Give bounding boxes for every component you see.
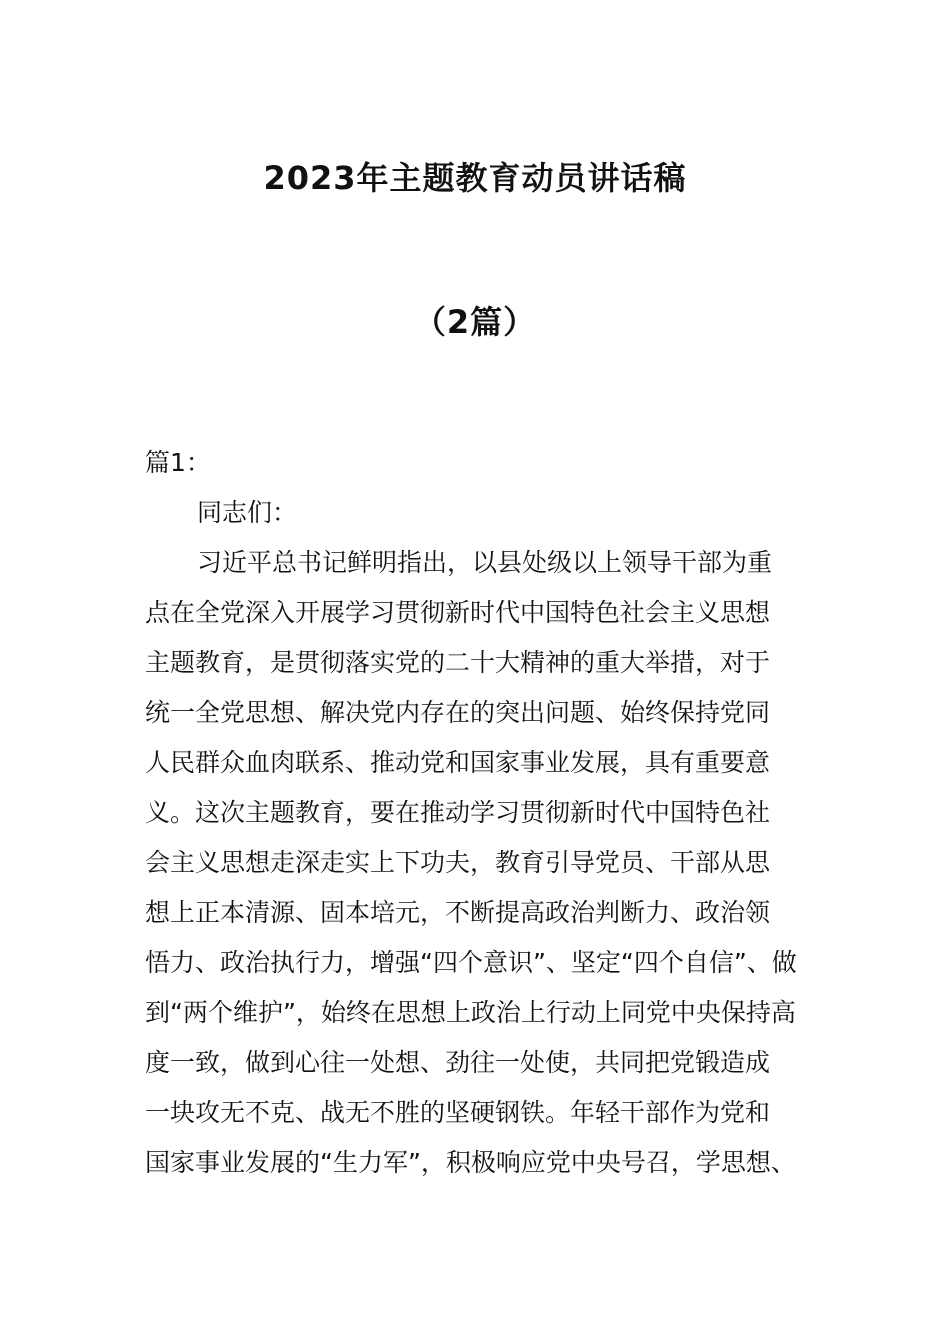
paragraph-line: 人民群众血肉联系、推动党和国家事业发展，具有重要意 — [145, 748, 771, 777]
body-paragraph — [145, 538, 815, 1188]
paragraph-line: 点在全党深入开展学习贯彻新时代中国特色社会主义思想 — [145, 598, 771, 627]
salutation: 同志们： — [197, 498, 298, 527]
document-title: 2023年主题教育动员讲话稿 — [263, 159, 687, 197]
paragraph-line: 到“两个维护”，始终在思想上政治上行动上同党中央保持高 — [145, 998, 796, 1027]
paragraph-line: 会主义思想走深走实上下功夫，教育引导党员、干部从思 — [145, 848, 771, 877]
paragraph-line: 统一全党思想、解决党内存在的突出问题、始终保持党同 — [145, 698, 771, 727]
paragraph-line: 习近平总书记鲜明指出，以县处级以上领导干部为重 — [197, 548, 773, 577]
paragraph-line: 一块攻无不克、战无不胜的坚硬钢铁。年轻干部作为党和 — [145, 1098, 771, 1127]
paragraph-line: 度一致，做到心往一处想、劲往一处使，共同把党锻造成 — [145, 1048, 771, 1077]
paragraph-line: 想上正本清源、固本培元，不断提高政治判断力、政治领 — [145, 898, 771, 927]
paragraph-line: 义。这次主题教育，要在推动学习贯彻新时代中国特色社 — [145, 798, 771, 827]
paragraph-line: 主题教育，是贯彻落实党的二十大精神的重大举措，对于 — [145, 648, 771, 677]
document-subtitle: （2篇） — [413, 303, 537, 341]
paragraph-line: 悟力、政治执行力，增强“四个意识”、坚定“四个自信”、做 — [145, 948, 797, 977]
paragraph-line: 国家事业发展的“生力军”，积极响应党中央号召，学思想、 — [145, 1148, 796, 1177]
section-label: 篇1： — [145, 448, 211, 477]
